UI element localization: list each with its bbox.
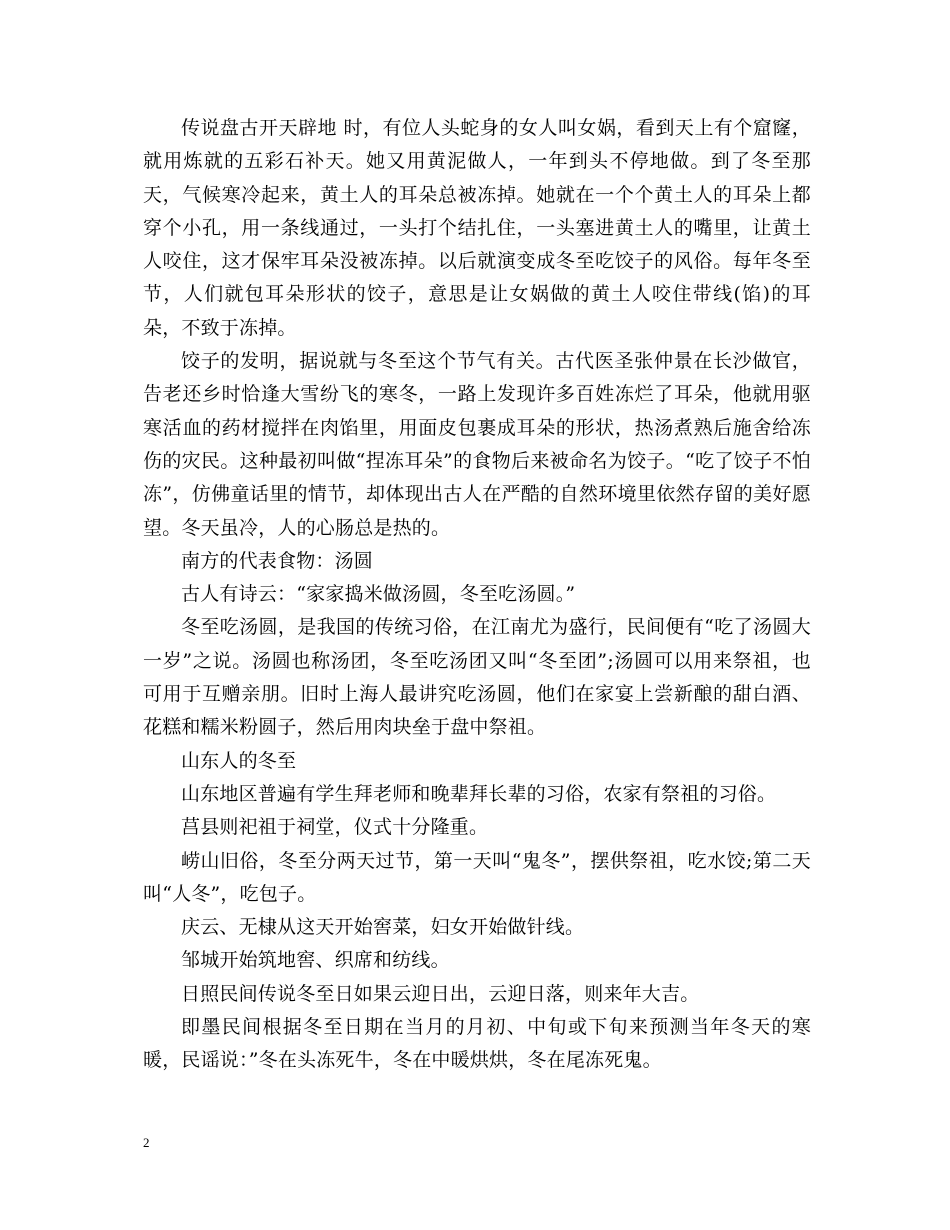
page-number: 2 [143,1135,150,1150]
paragraph-rizhao: 日照民间传说冬至日如果云迎日出，云迎日落，则来年大吉。 [181,982,700,1005]
section-heading-south-food: 南方的代表食物：汤圆 [181,549,374,572]
document-body [143,112,811,1078]
paragraph-dumpling-origin: 饺子的发明，据说就与冬至这个节气有关。古代医圣张仲景在长沙做官，告老还乡时恰逢大雪纷飞的寒冬，一路上发现许多百姓冻烂了耳朵，他就用驱寒活血的药材搅拌在肉馅里，用面皮包裹成耳朵的形状，热汤煮熟后施舍给冻伤的灾民。这种最初叫做“捏冻耳朵”的食物后来被命名为饺子。“吃了饺子不怕冻”，仿佛童话里的情节，却体现出古人在严酷的自然环境里依然存留的美好愿望。冬天虽冷，人的心肠总是热的。 [143,350,811,539]
paragraph-zoucheng: 邹城开始筑地窖、织席和纺线。 [181,949,450,972]
paragraph-laoshan: 崂山旧俗，冬至分两天过节，第一天叫“鬼冬”，摆供祭祖，吃水饺;第二天叫“人冬”，吃包子。 [143,849,811,905]
section-heading-shandong: 山东人的冬至 [181,749,297,772]
paragraph-tangyuan: 冬至吃汤圆，是我国的传统习俗，在江南尤为盛行，民间便有“吃了汤圆大一岁”之说。汤圆也称汤团，冬至吃汤团又叫“冬至团”;汤圆可以用来祭祖，也可用于互赠亲朋。旧时上海人最讲究吃汤圆，他们在家宴上尝新酿的甜白酒、花糕和糯米粉圆子，然后用肉块垒于盘中祭祖。 [143,616,811,739]
paragraph-qingyun-wudi: 庆云、无棣从这天开始窖菜，妇女开始做针线。 [181,916,585,939]
paragraph-nuwa-legend: 传说盘古开天辟地 时，有位人头蛇身的女人叫女娲，看到天上有个窟窿，就用炼就的五彩石补天。她又用黄泥做人，一年到头不停地做。到了冬至那天，气候寒冷起来，黄土人的耳朵总被冻掉。她就在一个个黄土人的耳朵上都穿个小孔，用一条线通过，一头打个结扎住，一头塞进黄土人的嘴里，让黄土人咬住，这才保牢耳朵没被冻掉。以后就演变成冬至吃饺子的风俗。每年冬至节，人们就包耳朵形状的饺子，意思是让女娲做的黄土人咬住带线(馅)的耳朵，不致于冻掉。 [143,117,811,339]
paragraph-jimo: 即墨民间根据冬至日期在当月的月初、中旬或下旬来预测当年冬天的寒暖，民谣说：”冬在头冻死牛，冬在中暖烘烘，冬在尾冻死鬼。 [143,1016,811,1072]
paragraph-poem: 古人有诗云：“家家捣米做汤圆，冬至吃汤圆。” [181,583,576,606]
paragraph-shandong-custom: 山东地区普遍有学生拜老师和晚辈拜长辈的习俗，农家有祭祖的习俗。 [181,782,777,805]
paragraph-juxian: 莒县则祀祖于祠堂，仪式十分隆重。 [181,816,489,839]
